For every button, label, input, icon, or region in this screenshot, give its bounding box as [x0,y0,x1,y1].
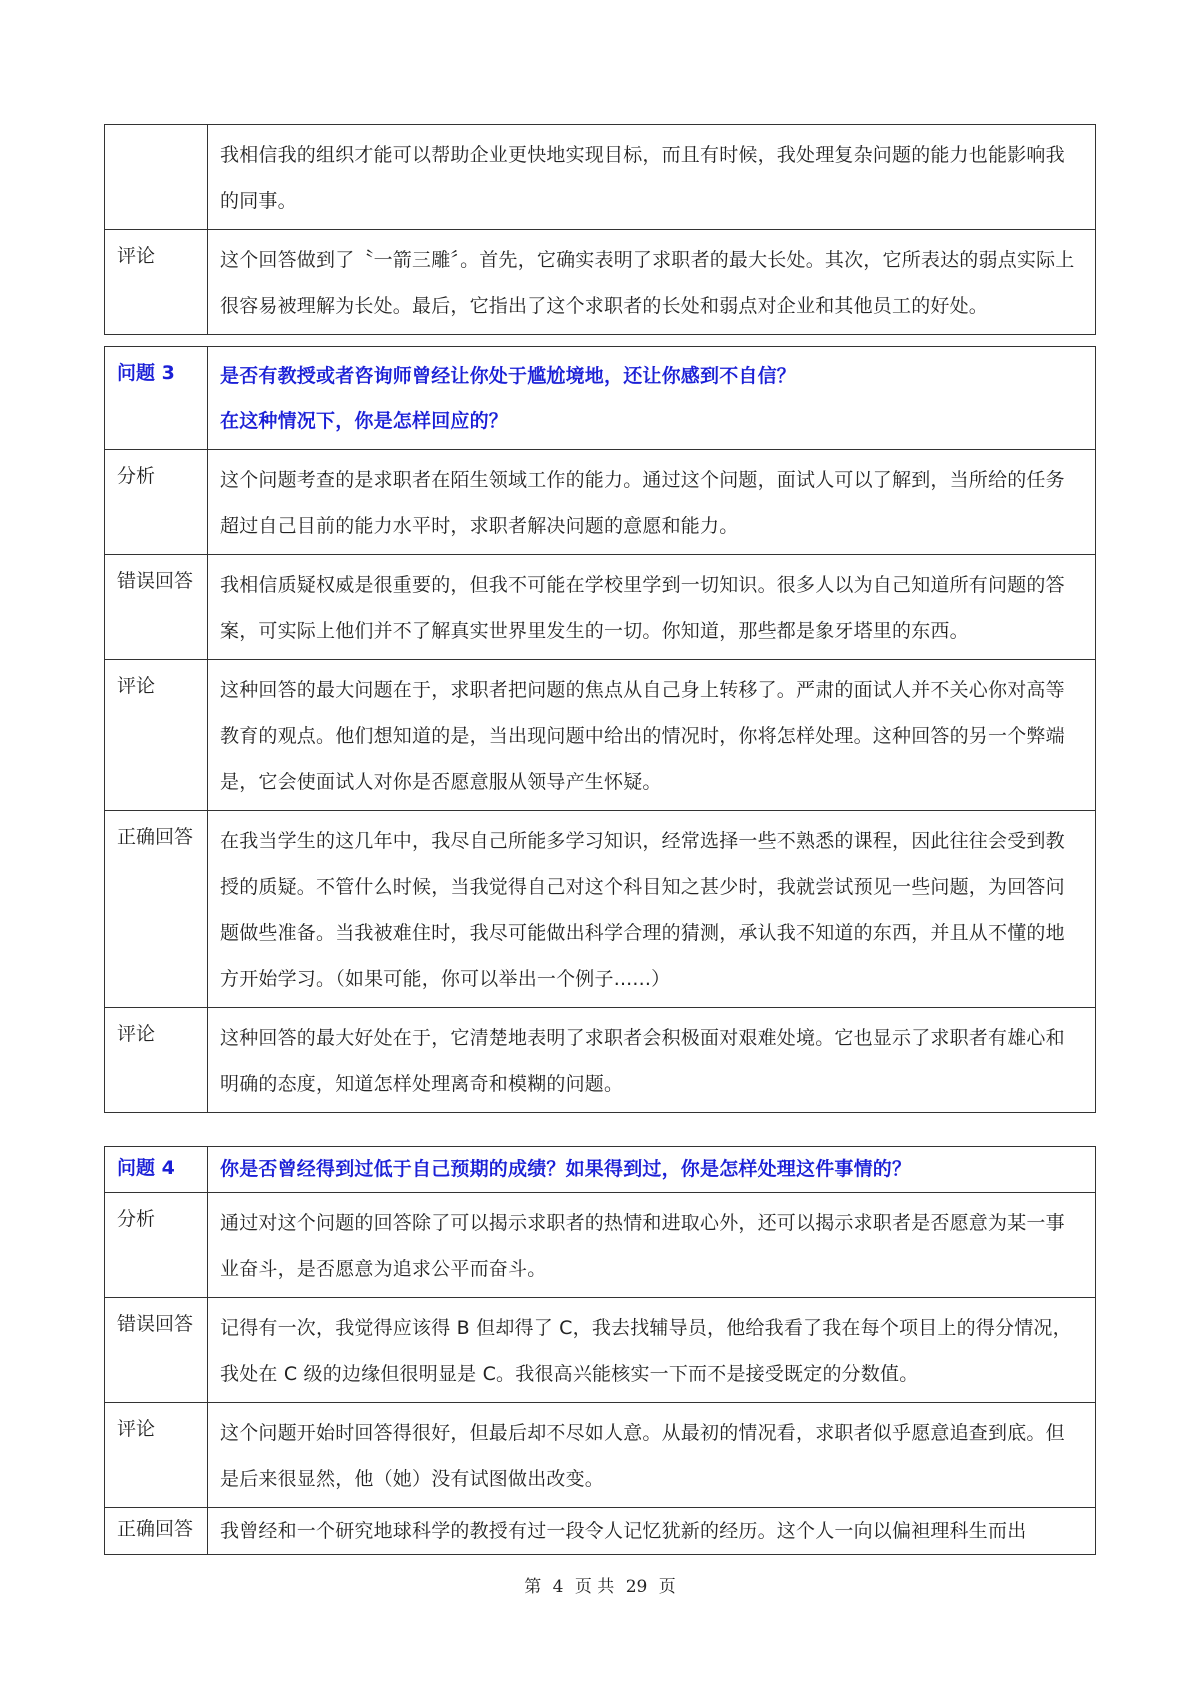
row-text: 我相信质疑权威是很重要的，但我不可能在学校里学到一切知识。很多人以为自己知道所有问题的答案，可实际上他们并不了解真实世界里发生的一切。你知道，那些都是象牙塔里的东西。 [208,555,1096,660]
question-line: 你是否曾经得到过低于自己预期的成绩？如果得到过，你是怎样处理这件事情的？ [220,1158,912,1180]
qa-table-question-3 [104,346,1096,1113]
table-row [105,555,1096,660]
row-label: 正确回答 [105,1508,208,1555]
row-label [105,125,208,230]
row-label: 评论 [105,1008,208,1113]
footer-suffix: 页 [658,1577,676,1597]
row-text: 这种回答的最大问题在于，求职者把问题的焦点从自己身上转移了。严肃的面试人并不关心你对高等教育的观点。他们想知道的是，当出现问题中给出的情况时，你将怎样处理。这种回答的另一个弊端是，它会使面试人对你是否愿意服从领导产生怀疑。 [208,660,1096,811]
row-label: 正确回答 [105,811,208,1008]
table-row [105,1403,1096,1508]
table-row [105,1298,1096,1403]
table-row [105,660,1096,811]
row-text: 我曾经和一个研究地球科学的教授有过一段令人记忆犹新的经历。这个人一向以偏袒理科生而出 [208,1508,1096,1555]
table-row [105,450,1096,555]
row-label: 评论 [105,1403,208,1508]
question-label: 问题 3 [105,347,208,450]
row-label: 错误回答 [105,1298,208,1403]
row-text: 这个回答做到了〝一箭三雕〞。首先，它确实表明了求职者的最大长处。其次，它所表达的弱点实际上很容易被理解为长处。最后，它指出了这个求职者的长处和弱点对企业和其他员工的好处。 [208,230,1096,335]
row-label: 分析 [105,1193,208,1298]
footer-prefix: 第 [524,1577,542,1597]
question-line: 是否有教授或者咨询师曾经让你处于尴尬境地，还让你感到不自信？ [220,365,797,387]
question-text [208,1147,1096,1193]
table-row [105,125,1096,230]
footer-mid: 页 共 [574,1577,615,1597]
table-row [105,1193,1096,1298]
row-text: 这种回答的最大好处在于，它清楚地表明了求职者会积极面对艰难处境。它也显示了求职者有雄心和明确的态度，知道怎样处理离奇和模糊的问题。 [208,1008,1096,1113]
row-text: 记得有一次，我觉得应该得 B 但却得了 C，我去找辅导员，他给我看了我在每个项目上的得分情况，我处在 C 级的边缘但很明显是 C。我很高兴能核实一下而不是接受既定的分数值。 [208,1298,1096,1403]
qa-table-question-4 [104,1146,1096,1555]
row-label: 错误回答 [105,555,208,660]
table-row [105,1008,1096,1113]
table-row [105,1508,1096,1555]
question-text [208,347,1096,450]
row-text: 这个问题开始时回答得很好，但最后却不尽如人意。从最初的情况看，求职者似乎愿意追查到底。但是后来很显然，他（她）没有试图做出改变。 [208,1403,1096,1508]
table-row [105,230,1096,335]
row-text: 通过对这个问题的回答除了可以揭示求职者的热情和进取心外，还可以揭示求职者是否愿意为某一事业奋斗，是否愿意为追求公平而奋斗。 [208,1193,1096,1298]
row-text: 我相信我的组织才能可以帮助企业更快地实现目标，而且有时候，我处理复杂问题的能力也能影响我的同事。 [208,125,1096,230]
row-text: 这个问题考查的是求职者在陌生领域工作的能力。通过这个问题，面试人可以了解到，当所给的任务超过自己目前的能力水平时，求职者解决问题的意愿和能力。 [208,450,1096,555]
row-text: 在我当学生的这几年中，我尽自己所能多学习知识，经常选择一些不熟悉的课程，因此往往会受到教授的质疑。不管什么时候，当我觉得自己对这个科目知之甚少时，我就尝试预见一些问题，为回答问题做些准备。当我被难住时，我尽可能做出科学合理的猜测，承认我不知道的东西，并且从不懂的地方开始学习。（如果可能，你可以举出一个例子......） [208,811,1096,1008]
table-row [105,811,1096,1008]
footer-total-pages: 29 [625,1577,648,1597]
question-row [105,1147,1096,1193]
footer-page-number: 4 [552,1577,564,1597]
question-label: 问题 4 [105,1147,208,1193]
row-label: 评论 [105,660,208,811]
question-row [105,347,1096,450]
row-label: 分析 [105,450,208,555]
page-footer [0,1572,1200,1597]
qa-table-1 [104,124,1096,335]
row-label: 评论 [105,230,208,335]
question-line: 在这种情况下，你是怎样回应的？ [220,410,509,432]
